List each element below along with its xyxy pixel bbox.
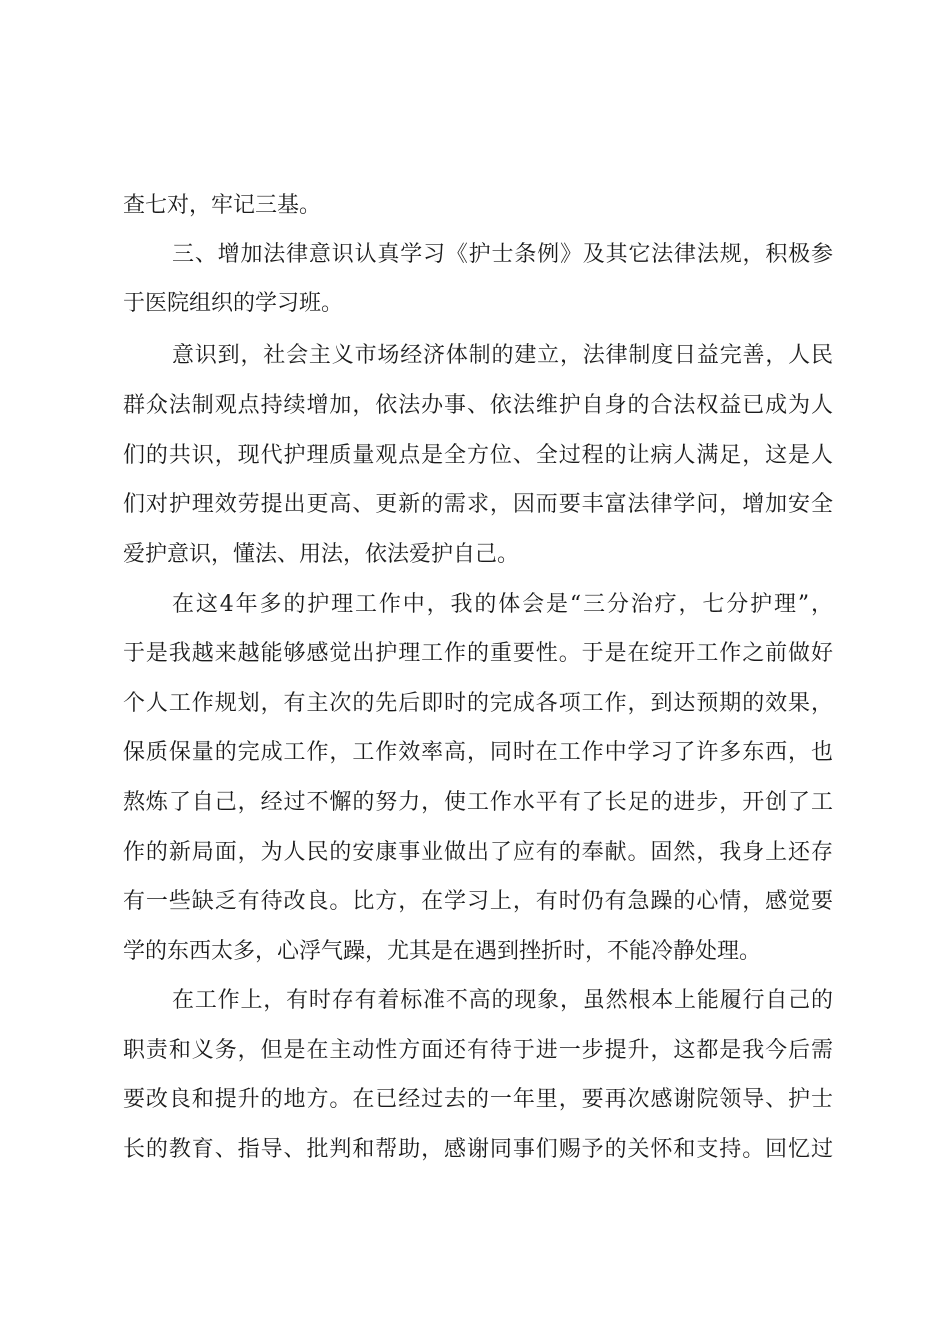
- text-line: 在这4年多的护理工作中，我的体会是“三分治疗，七分护理”，: [172, 592, 833, 617]
- text-line: 作的新局面，为人民的安康事业做出了应有的奉献。固然，我身上还存: [123, 840, 833, 865]
- text-line: 爱护意识，懂法、用法，依法爱护自己。: [123, 542, 520, 567]
- text-line: 学的东西太多，心浮气躁，尤其是在遇到挫折时，不能冷静处理。: [123, 939, 762, 964]
- text-line: 意识到，社会主义市场经济体制的建立，法律制度日益完善，人民: [172, 343, 833, 368]
- text-line: 于是我越来越能够感觉出护理工作的重要性。于是在绽开工作之前做好: [123, 641, 833, 666]
- text-line: 有一些缺乏有待改良。比方，在学习上，有时仍有急躁的心情，感觉要: [123, 889, 833, 914]
- text-line: 熬炼了自己，经过不懈的努力，使工作水平有了长足的进步，开创了工: [123, 790, 833, 815]
- text-line: 三、增加法律意识认真学习《护士条例》及其它法律法规，积极参: [172, 242, 833, 267]
- text-line: 查七对，牢记三基。: [123, 193, 322, 218]
- text-line: 长的教育、指导、批判和帮助，感谢同事们赐予的关怀和支持。回忆过: [123, 1137, 833, 1162]
- text-line: 们的共识，现代护理质量观点是全方位、全过程的让病人满足，这是人: [123, 443, 833, 468]
- text-line: 群众法制观点持续增加，依法办事、依法维护自身的合法权益已成为人: [123, 393, 833, 418]
- text-line: 要改良和提升的地方。在已经过去的一年里，要再次感谢院领导、护士: [123, 1087, 833, 1112]
- text-line: 于医院组织的学习班。: [123, 291, 344, 316]
- text-line: 个人工作规划，有主次的先后即时的完成各项工作，到达预期的效果，: [123, 691, 833, 716]
- text-line: 职责和义务，但是在主动性方面还有待于进一步提升，这都是我今后需: [123, 1038, 833, 1063]
- text-line: 们对护理效劳提出更高、更新的需求，因而要丰富法律学问，增加安全: [123, 492, 833, 517]
- text-line: 在工作上，有时存有着标准不高的现象，虽然根本上能履行自己的: [172, 988, 833, 1013]
- text-line: 保质保量的完成工作，工作效率高，同时在工作中学习了许多东西，也: [123, 740, 833, 765]
